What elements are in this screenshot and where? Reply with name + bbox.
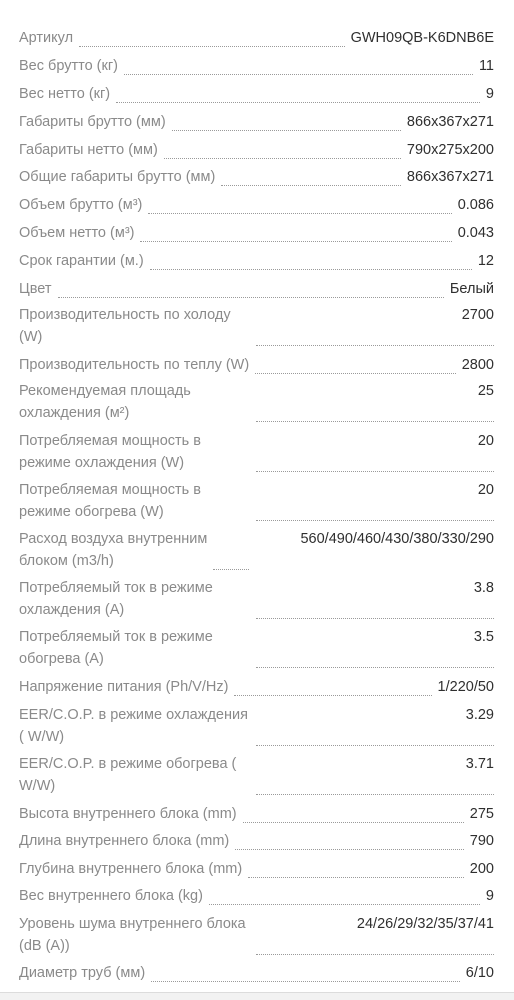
spec-label xyxy=(19,430,201,474)
spec-label xyxy=(19,111,166,133)
spec-row xyxy=(19,577,494,621)
spec-label-line: Габариты брутто (мм) xyxy=(19,114,166,130)
dot-leader xyxy=(148,213,451,214)
spec-label xyxy=(19,676,228,698)
spec-value: 25 xyxy=(477,383,494,399)
spec-label-line: Уровень шума внутреннего блока xyxy=(19,916,246,932)
spec-row xyxy=(19,803,494,825)
spec-label xyxy=(19,803,237,825)
spec-row xyxy=(19,55,494,77)
spec-label-line: Диаметр труб (мм) xyxy=(19,965,146,981)
spec-row xyxy=(19,222,494,244)
dot-leader xyxy=(256,520,494,521)
spec-label-line: EER/C.O.P. в режиме охлаждения xyxy=(19,707,248,723)
spec-label-line: Потребляемый ток в режиме xyxy=(19,580,213,596)
dot-leader xyxy=(213,569,249,570)
spec-label xyxy=(19,278,52,300)
dot-leader xyxy=(140,241,451,242)
spec-row xyxy=(19,304,494,348)
spec-value: 275 xyxy=(469,806,494,822)
spec-label xyxy=(19,194,142,216)
spec-row xyxy=(19,528,494,572)
spec-value: 9 xyxy=(485,888,494,904)
dot-leader xyxy=(235,849,464,850)
spec-label xyxy=(19,858,242,880)
spec-row xyxy=(19,166,494,188)
spec-value: 12 xyxy=(477,253,494,269)
spec-value: Белый xyxy=(449,281,494,297)
dot-leader xyxy=(256,471,494,472)
spec-label-line: (W) xyxy=(19,329,43,345)
spec-label-line: Габариты нетто (мм) xyxy=(19,142,158,158)
spec-label-line: блоком (m3/h) xyxy=(19,553,114,569)
spec-label xyxy=(19,222,134,244)
dot-leader xyxy=(79,46,345,47)
dot-leader xyxy=(221,185,401,186)
spec-label xyxy=(19,753,236,797)
spec-label xyxy=(19,380,191,424)
spec-label-line: Высота внутреннего блока (mm) xyxy=(19,806,237,822)
spec-label-line: режиме обогрева (W) xyxy=(19,504,164,520)
spec-label-line: Глубина внутреннего блока (mm) xyxy=(19,861,243,877)
spec-label-line: Производительность по теплу (W) xyxy=(19,357,250,373)
spec-label xyxy=(19,27,73,49)
spec-value: 200 xyxy=(469,861,494,877)
spec-value: 20 xyxy=(477,482,494,498)
spec-label-line: Рекомендуемая площадь xyxy=(19,383,191,399)
spec-label xyxy=(19,830,229,852)
spec-row xyxy=(19,430,494,474)
dot-leader xyxy=(234,695,431,696)
spec-label-line: Потребляемый ток в режиме xyxy=(19,629,213,645)
spec-value: 790x275x200 xyxy=(406,142,494,158)
spec-value: 866x367x271 xyxy=(406,169,494,185)
spec-label-line: Объем брутто (м³) xyxy=(19,197,143,213)
spec-row xyxy=(19,753,494,797)
spec-label xyxy=(19,83,110,105)
spec-value: 2700 xyxy=(461,307,494,323)
spec-row xyxy=(19,479,494,523)
spec-value: 3.5 xyxy=(473,629,494,645)
spec-row xyxy=(19,380,494,424)
dot-leader xyxy=(256,794,494,795)
spec-label xyxy=(19,885,203,907)
spec-label-line: Производительность по холоду xyxy=(19,307,231,323)
dot-leader xyxy=(151,981,460,982)
spec-row xyxy=(19,111,494,133)
spec-label xyxy=(19,166,215,188)
spec-label xyxy=(19,55,118,77)
spec-label-line: (dB (A)) xyxy=(19,938,70,954)
spec-value: 790 xyxy=(469,833,494,849)
spec-value: 24/26/29/32/35/37/41 xyxy=(356,916,494,932)
spec-row xyxy=(19,913,494,957)
spec-value: 0.043 xyxy=(457,225,494,241)
spec-row xyxy=(19,27,494,49)
spec-value: 11 xyxy=(478,58,494,74)
spec-label-line: охлаждения (м²) xyxy=(19,405,130,421)
spec-value: 9 xyxy=(485,86,494,102)
dot-leader xyxy=(124,74,473,75)
spec-label xyxy=(19,962,145,984)
spec-value: 20 xyxy=(477,433,494,449)
spec-row xyxy=(19,885,494,907)
spec-label-line: режиме охлаждения (W) xyxy=(19,455,185,471)
spec-label-line: Потребляемая мощность в xyxy=(19,482,201,498)
spec-row xyxy=(19,278,494,300)
spec-label-line: Общие габариты брутто (мм) xyxy=(19,169,216,185)
spec-row xyxy=(19,83,494,105)
dot-leader xyxy=(164,158,401,159)
spec-label-line: Срок гарантии (м.) xyxy=(19,253,144,269)
spec-row xyxy=(19,858,494,880)
spec-label-line: охлаждения (A) xyxy=(19,602,125,618)
spec-label-line: Вес брутто (кг) xyxy=(19,58,118,74)
spec-label-line: Вес нетто (кг) xyxy=(19,86,111,102)
dot-leader xyxy=(256,745,494,746)
dot-leader xyxy=(172,130,401,131)
spec-label-line: Длина внутреннего блока (mm) xyxy=(19,833,230,849)
dot-leader xyxy=(209,904,480,905)
spec-label xyxy=(19,250,144,272)
spec-value: 1/220/50 xyxy=(437,679,494,695)
spec-row xyxy=(19,139,494,161)
dot-leader xyxy=(256,421,494,422)
dot-leader xyxy=(116,102,480,103)
spec-row xyxy=(19,830,494,852)
spec-value: GWH09QB-K6DNB6E xyxy=(350,30,494,46)
spec-label xyxy=(19,304,231,348)
spec-label xyxy=(19,528,207,572)
spec-row xyxy=(19,250,494,272)
spec-value: 3.71 xyxy=(465,756,494,772)
spec-label-line: Расход воздуха внутренним xyxy=(19,531,208,547)
spec-row xyxy=(19,354,494,376)
spec-row xyxy=(19,676,494,698)
spec-label xyxy=(19,704,248,748)
spec-label-line: W/W) xyxy=(19,778,56,794)
spec-row xyxy=(19,194,494,216)
spec-label xyxy=(19,479,201,523)
spec-value: 866x367x271 xyxy=(406,114,494,130)
spec-label xyxy=(19,354,249,376)
spec-label-line: Напряжение питания (Ph/V/Hz) xyxy=(19,679,229,695)
spec-label-line: обогрева (A) xyxy=(19,651,104,667)
spec-label-line: EER/C.O.P. в режиме обогрева ( xyxy=(19,756,237,772)
spec-value: 560/490/460/430/380/330/290 xyxy=(300,531,494,547)
spec-label-line: Артикул xyxy=(19,30,74,46)
spec-value: 3.8 xyxy=(473,580,494,596)
spec-row xyxy=(19,962,494,984)
spec-label xyxy=(19,913,246,957)
spec-label-line: ( W/W) xyxy=(19,729,65,745)
spec-row xyxy=(19,626,494,670)
spec-label xyxy=(19,626,213,670)
spec-label xyxy=(19,139,158,161)
dot-leader xyxy=(243,822,464,823)
dot-leader xyxy=(256,954,494,955)
dot-leader xyxy=(58,297,444,298)
spec-row xyxy=(19,704,494,748)
spec-value: 2800 xyxy=(461,357,494,373)
spec-label-line: Потребляемая мощность в xyxy=(19,433,201,449)
dot-leader xyxy=(256,667,494,668)
dot-leader xyxy=(256,618,494,619)
dot-leader xyxy=(256,345,494,346)
spec-value: 0.086 xyxy=(457,197,494,213)
spec-label xyxy=(19,577,213,621)
dot-leader xyxy=(248,877,464,878)
spec-value: 3.29 xyxy=(465,707,494,723)
dot-leader xyxy=(150,269,472,270)
spec-label-line: Объем нетто (м³) xyxy=(19,225,135,241)
spec-label-line: Цвет xyxy=(19,281,52,297)
spec-label-line: Вес внутреннего блока (kg) xyxy=(19,888,203,904)
spec-value: 6/10 xyxy=(465,965,494,981)
dot-leader xyxy=(255,373,456,374)
